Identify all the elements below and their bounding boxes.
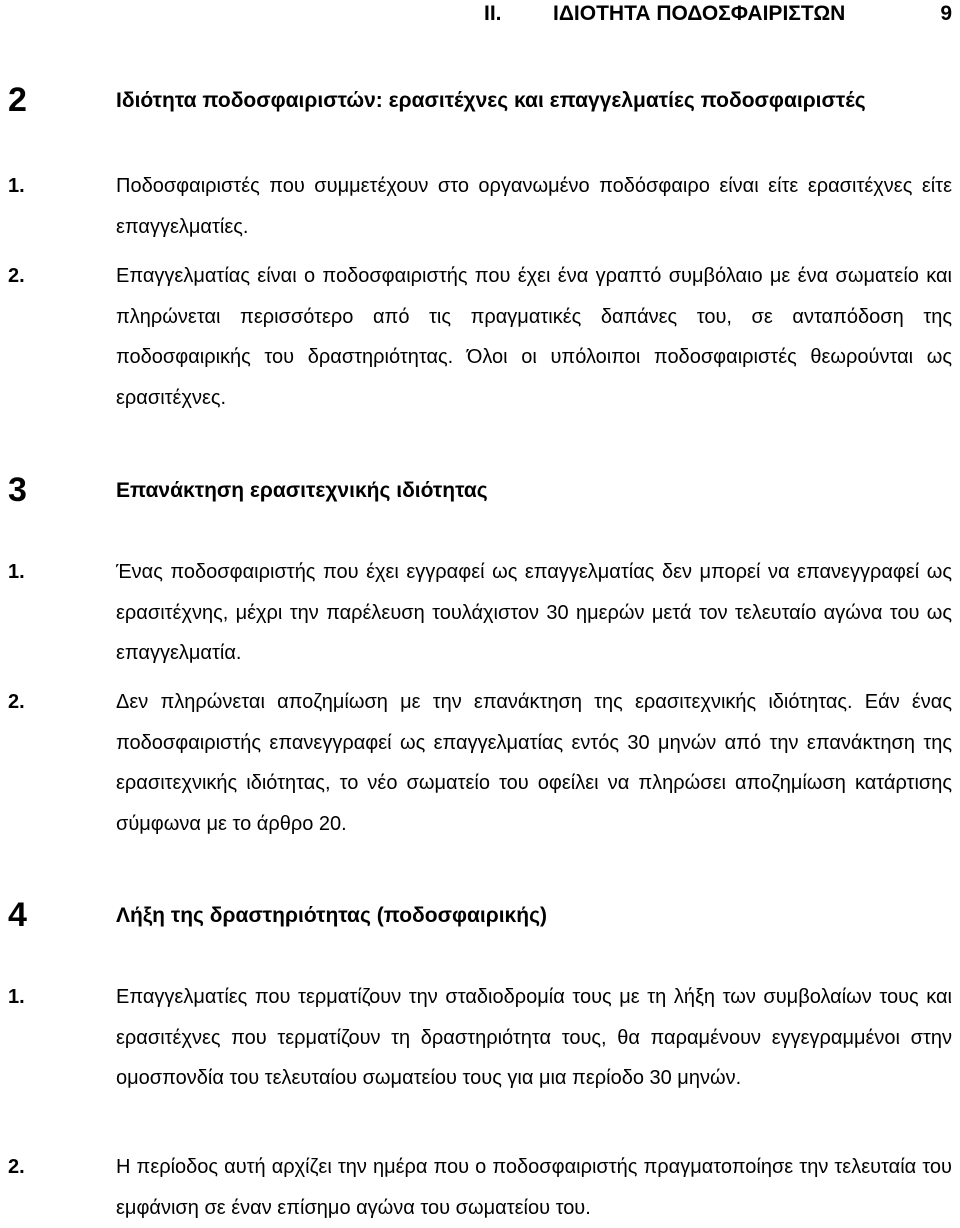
section-title: Λήξη της δραστηριότητας (ποδοσφαιρικής) bbox=[116, 904, 548, 927]
section-heading-3 bbox=[8, 470, 952, 514]
paragraph-number: 2. bbox=[8, 691, 25, 713]
paragraph bbox=[8, 256, 952, 418]
section-heading-4 bbox=[8, 895, 952, 939]
paragraph-text: Η περίοδος αυτή αρχίζει την ημέρα που ο ποδοσφαιριστής πραγματοποίησε την τελευταία του εμφάνιση σε έναν επίσημο αγώνα του σωματείου του. bbox=[116, 1156, 952, 1219]
paragraph-number: 2. bbox=[8, 1156, 25, 1178]
paragraph-text: Επαγγελματίας είναι ο ποδοσφαιριστής που έχει ένα γραπτό συμβόλαιο με ένα σωματείο και πληρώνεται περισσότερο από τις πραγματικές δαπάνες του, σε ανταπόδοση της ποδοσφαιρικής του δραστηριότητας. Όλοι οι υπόλοιποι ποδοσφαιριστές θεωρούνται ως ερασιτέχνες. bbox=[116, 265, 952, 409]
paragraph-number: 1. bbox=[8, 175, 25, 197]
section-heading-2 bbox=[8, 80, 952, 124]
paragraph bbox=[8, 682, 952, 844]
paragraph-text: Επαγγελματίες που τερματίζουν την σταδιοδρομία τους με τη λήξη των συμβολαίων τους και ερασιτέχνες που τερματίζουν τη δραστηριότητα τους, θα παραμένουν εγγεγραμμένοι στην ομοσπονδία του τελευταίου σωματείου τους για μια περίοδο 30 μηνών. bbox=[116, 986, 952, 1089]
paragraph bbox=[8, 552, 952, 674]
paragraph-number: 1. bbox=[8, 561, 25, 583]
paragraph-text: Ποδοσφαιριστές που συμμετέχουν στο οργανωμένο ποδόσφαιρο είναι είτε ερασιτέχνες είτε επαγγελματίες. bbox=[116, 175, 952, 238]
paragraph-text: Δεν πληρώνεται αποζημίωση με την επανάκτηση της ερασιτεχνικής ιδιότητας. Εάν ένας ποδοσφαιριστής επανεγγραφεί ως επαγγελματίας εντός 30 μηνών από την επανάκτηση της ερασιτεχνικής ιδιότητας, το νέο σωματείο του οφείλει να πληρώσει αποζημίωση κατάρτισης σύμφωνα με το άρθρο 20. bbox=[116, 691, 952, 835]
page-number: 9 bbox=[940, 2, 952, 25]
paragraph-number: 2. bbox=[8, 265, 25, 287]
running-header bbox=[484, 0, 952, 30]
paragraph bbox=[8, 1147, 952, 1228]
paragraph bbox=[8, 977, 952, 1099]
section-number: 3 bbox=[8, 471, 27, 509]
paragraph-text: Ένας ποδοσφαιριστής που έχει εγγραφεί ως επαγγελματίας δεν μπορεί να επανεγγραφεί ως ερασιτέχνης, μέχρι την παρέλευση τουλάχιστον 30 ημερών μετά τον τελευταίο αγώνα του ως επαγγελματία. bbox=[116, 561, 952, 664]
paragraph-number: 1. bbox=[8, 986, 25, 1008]
header-chapter-title: ΙΔΙΟΤΗΤΑ ΠΟΔΟΣΦΑΙΡΙΣΤΩΝ bbox=[553, 2, 846, 25]
header-section-number: II. bbox=[484, 2, 502, 25]
section-number: 4 bbox=[8, 896, 27, 934]
paragraph bbox=[8, 166, 952, 247]
section-title: Ιδιότητα ποδοσφαιριστών: ερασιτέχνες και επαγγελματίες ποδοσφαιριστές bbox=[116, 89, 866, 112]
section-title: Επανάκτηση ερασιτεχνικής ιδιότητας bbox=[116, 479, 488, 502]
section-number: 2 bbox=[8, 81, 27, 119]
